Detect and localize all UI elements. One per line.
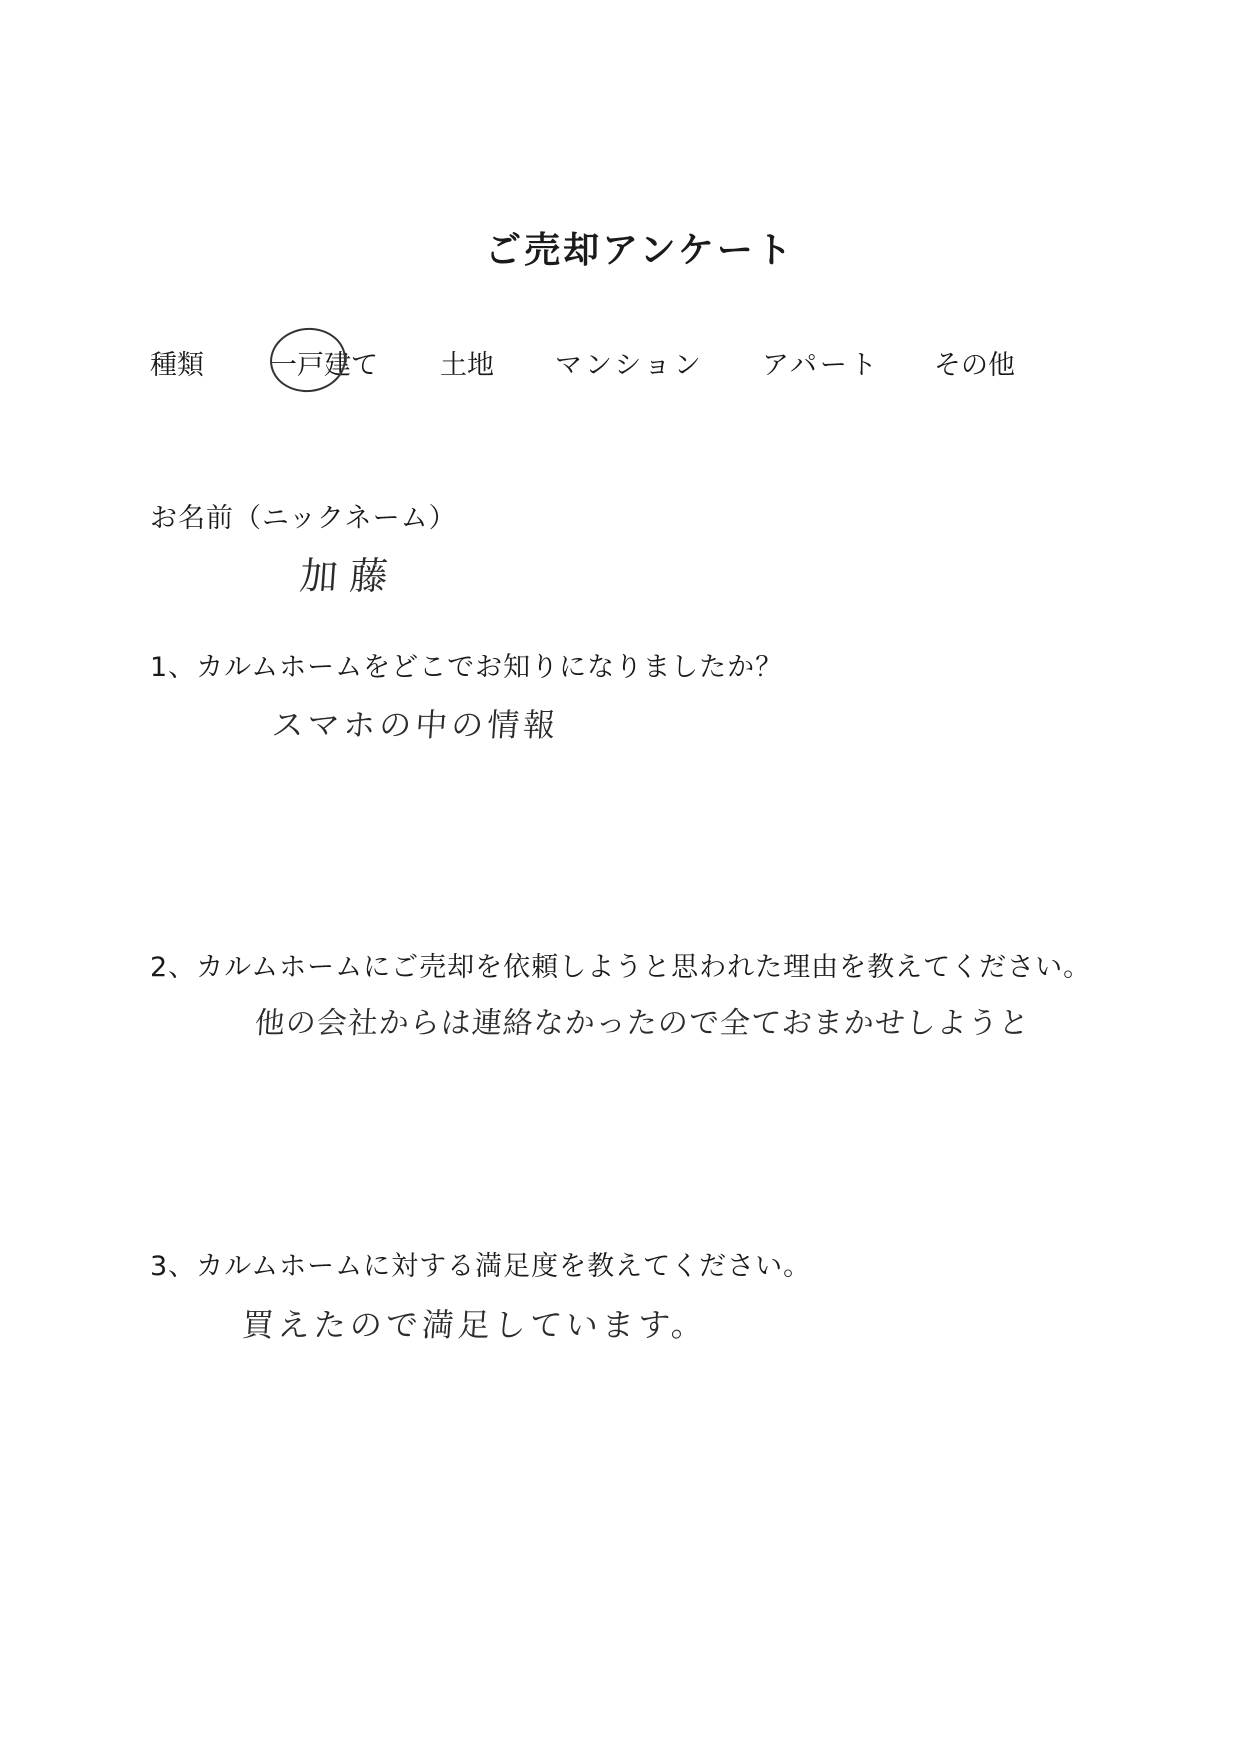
page-title: ご売却アンケート xyxy=(485,230,795,271)
selection-circle xyxy=(267,324,349,396)
option-land[interactable]: 土地 xyxy=(440,350,494,381)
option-apartment-building[interactable]: アパート xyxy=(762,350,880,381)
name-answer[interactable]: 加藤 xyxy=(298,554,402,598)
question-1-answer[interactable]: スマホの中の情報 xyxy=(270,706,561,744)
question-3-text: 3、カルムホームに対する満足度を教えてください。 xyxy=(150,1251,812,1282)
option-other[interactable]: その他 xyxy=(934,350,1015,381)
question-3-answer[interactable]: 買えたので満足しています。 xyxy=(240,1306,709,1344)
property-type-label: 種類 xyxy=(150,350,204,381)
option-detached-house[interactable]: 一戸建て xyxy=(270,350,378,381)
question-2-text: 2、カルムホームにご売却を依頼しようと思われた理由を教えてください。 xyxy=(150,952,1092,983)
question-1-text: 1、カルムホームをどこでお知りになりましたか？ xyxy=(150,652,784,683)
name-label: お名前（ニックネーム） xyxy=(150,503,457,534)
question-2-answer[interactable]: 他の会社からは連絡なかったので全ておまかせしようと xyxy=(253,1006,1031,1041)
option-apartment[interactable]: マンション xyxy=(555,350,704,381)
